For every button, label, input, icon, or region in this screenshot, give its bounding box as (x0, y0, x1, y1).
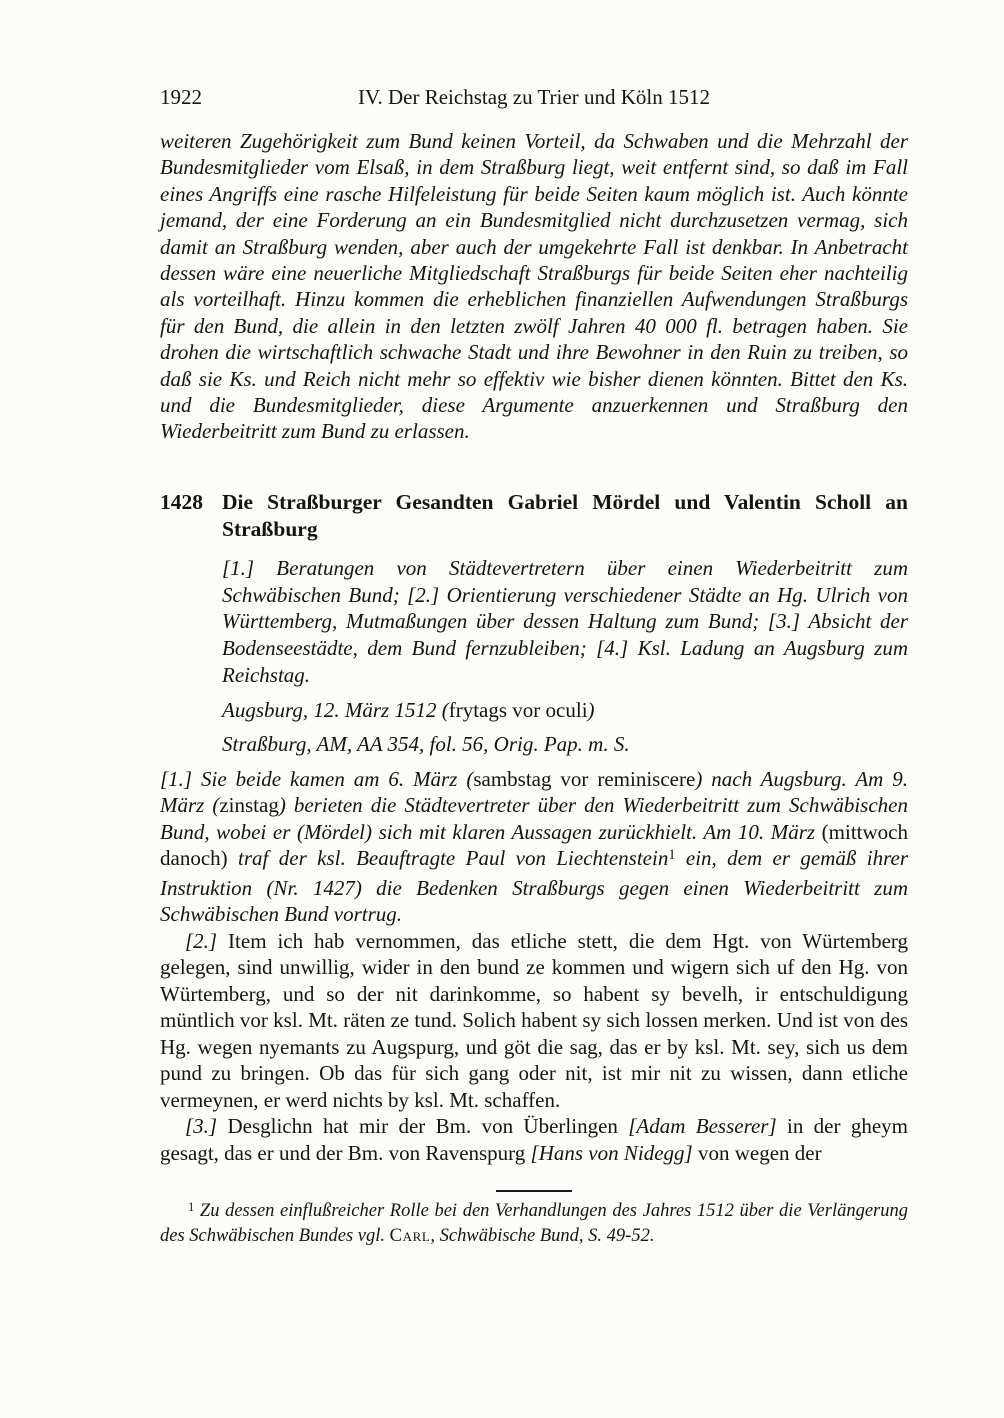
entry-dateline: Augsburg, 12. März 1512 (frytags vor oculi) (222, 697, 595, 722)
footnote-text: $^1$ Zu dessen einflußreicher Rolle bei den Verhandlungen des Jahres 1512 über die Verlängerung des Schwäbischen Bundes vgl. Carl, Schwäbische Bund, S. 49-52. (160, 1199, 908, 1246)
footnote-divider (496, 1190, 572, 1192)
entry-paragraph-3: [3.] Desglichn hat mir der Bm. von Überlingen [Adam Besserer] in der gheym gesagt, das er und der Bm. von Ravenspurg [Hans von Nidegg] von wegen der (160, 1114, 908, 1165)
running-title: IV. Der Reichstag zu Trier und Köln 1512 (358, 85, 710, 109)
entry-source-line: Straßburg, AM, AA 354, fol. 56, Orig. Pap. m. S. (222, 731, 630, 756)
entry-paragraph-1: [1.] Sie beide kamen am 6. März (sambstag vor reminiscere) nach Augsburg. Am 9. März (zinstag) berieten die Städtevertreter über den Wiederbeitritt zum Schwäbischen Bund, wobei er (Mördel) sich mit klaren Aussagen zurückhielt. Am 10. März (mittwoch danoch) traf der ksl. Beauftragte Paul von Liechtenstein$^1$ ein, dem er gemäß ihrer Instruktion (Nr. 1427) die Bedenken Straßburgs gegen einen Wiederbeitritt zum Schwäbischen Bund vortrug. (160, 766, 908, 927)
page-number: 1922 (160, 85, 202, 109)
entry-summary: [1.] Beratungen von Städtevertretern über einen Wiederbeitritt zum Schwäbischen Bund; [2.] Orientierung verschiedener Städte an Hg. Ulrich von Württemberg, Mutmaßungen über dessen Haltung zum Bund; [3.] Absicht der Bodenseestädte, dem Bund fernzubleiben; [4.] Ksl. Ladung an Augsburg zum Reichstag. (222, 555, 908, 688)
entry-number: 1428 (160, 489, 203, 514)
running-head (160, 84, 908, 111)
entry-heading (160, 489, 908, 543)
intro-paragraph: weiteren Zugehörigkeit zum Bund keinen Vorteil, da Schwaben und die Mehrzahl der Bundesmitglieder vom Elsaß, in dem Straßburg liegt, weit entfernt sind, so daß im Fall eines Angriffs eine rasche Hilfeleistung für beide Seiten kaum möglich ist. Auch könnte jemand, der eine Forderung an ein Bundesmitglied nicht durchzusetzen vermag, sich damit an Straßburg wenden, aber auch der umgekehrte Fall ist denkbar. In Anbetracht dessen wäre eine neuerliche Mitgliedschaft Straßburgs für beide Seiten eher nachteilig als vorteilhaft. Hinzu kommen die erheblichen finanziellen Aufwendungen Straßburgs für den Bund, die allein in den letzten zwölf Jahren 40 000 fl. betragen haben. Sie drohen die wirtschaftlich schwache Stadt und ihre Bewohner in den Ruin zu treiben, so daß sie Ks. und Reich nicht mehr so effektiv wie bisher dienen könnten. Bittet den Ks. und die Bundesmitglieder, diese Argumente anzuerkennen und Straßburg den Wiederbeitritt zum Bund zu erlassen. (160, 129, 908, 444)
entry-paragraph-2: [2.] Item ich hab vernommen, das etliche stett, die dem Hgt. von Würtemberg gelegen, sind unwillig, wider in den bund ze kommen und wigern sich uf den Hg. von Würtemberg, und so der nit darinkomme, so habent sy bevelh, ir entschuldigung müntlich vor ksl. Mt. räten ze tund. Solich habent sy sich lossen merken. Und ist von des Hg. wegen nyemants zu Augspurg, und göt die sag, das er by ksl. Mt. sey, sich us dem pund zu bringen. Ob das für sich gang oder nit, ist mir nit zu wissen, dann etliche vermeynen, er werd nichts by ksl. Mt. schaffen. (160, 928, 908, 1112)
entry-title: Die Straßburger Gesandten Gabriel Mördel und Valentin Scholl an Straßburg (222, 489, 908, 541)
